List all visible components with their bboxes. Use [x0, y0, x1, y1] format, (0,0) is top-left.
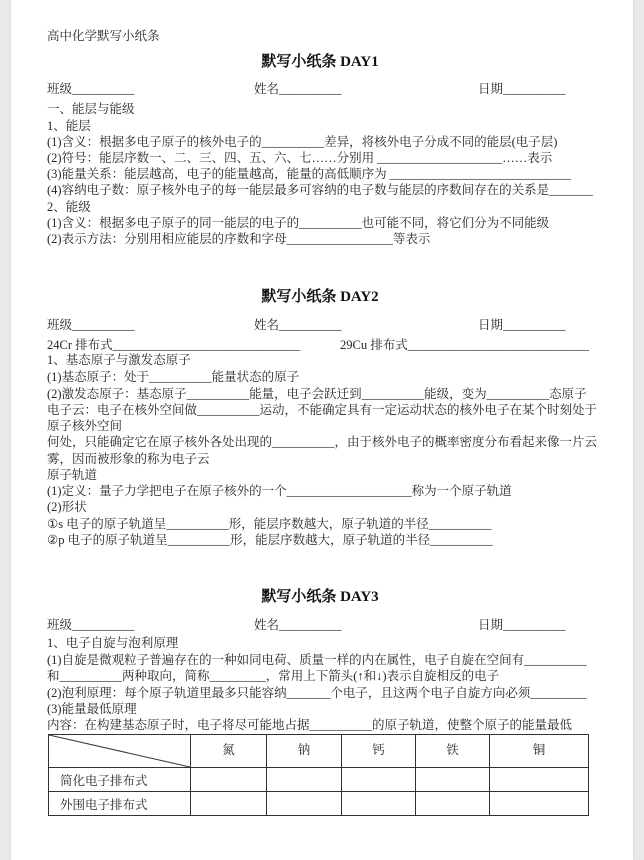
table-row — [49, 768, 589, 792]
column-header-label: 氮 — [222, 743, 235, 757]
day3-class-field: 班级__________ — [47, 618, 135, 632]
day2-question-line: (2)形状 — [47, 500, 87, 514]
column-header-sodium — [267, 735, 342, 768]
day3-question-line: 和__________两种取向，简称_________，常用上下箭头(↑和↓)表示自旋相反的电子 — [47, 669, 500, 683]
day3-title: 默写小纸条 DAY3 — [261, 589, 379, 605]
day2-cu-config-field: 29Cu 排布式_____________________________ — [340, 338, 589, 352]
answer-cell — [342, 792, 416, 816]
day1-question-line: (1)含义：根据多电子原子的同一能层的电子的__________也可能不同，将它们分为不同能级 — [47, 216, 550, 230]
day2-date-field: 日期__________ — [478, 318, 566, 332]
day3-subheading-lowest-energy: (3)能量最低原理 — [47, 702, 137, 716]
day1-question-line: (4)容纳电子数：原子核外电子的每一能层最多可容纳的电子数与能层的序数间存在的关系是_______ — [47, 183, 593, 197]
day2-question-line: 电子云：电子在核外空间做__________运动，不能确定具有一定运动状态的核外电子在某个时刻处于 — [47, 403, 598, 417]
day2-question-line: (1)基态原子：处于__________能量状态的原子 — [47, 370, 300, 384]
diagonal-line — [49, 735, 190, 767]
day1-class-field: 班级__________ — [47, 82, 135, 96]
column-header-label: 钠 — [297, 743, 311, 757]
day2-title: 默写小纸条 DAY2 — [261, 289, 379, 305]
day2-section-heading: 1、基态原子与激发态原子 — [47, 353, 191, 367]
column-header-nitrogen — [191, 735, 267, 768]
day3-name-field: 姓名__________ — [254, 618, 342, 632]
day2-question-line: ②p 电子的原子轨道呈__________形，能层序数越大，原子轨道的半径__________ — [47, 533, 493, 547]
day2-question-line: 何处，只能确定它在原子核外各处出现的__________，由于核外电子的概率密度分布看起来像一片云 — [47, 435, 598, 449]
day3-question-line: (1)自旋是微观粒子普遍存在的一种如同电荷、质量一样的内在属性，电子自旋在空间有__________ — [47, 653, 587, 667]
row-label-valence-config: 外围电子排布式 — [49, 792, 191, 816]
answer-cell — [416, 792, 490, 816]
day1-question-line: (2)表示方法：分别用相应能层的序数和字母_________________等表示 — [47, 232, 431, 246]
day1-subheading-energy-shell: 1、能层 — [47, 119, 91, 133]
answer-cell — [490, 768, 589, 792]
day1-subheading-energy-level: 2、能级 — [47, 200, 91, 214]
answer-cell — [191, 792, 267, 816]
day2-question-line: 原子核外空间 — [47, 419, 123, 433]
day1-name-field: 姓名__________ — [254, 82, 342, 96]
column-header-copper — [490, 735, 589, 768]
day2-subheading-orbital: 原子轨道 — [47, 468, 98, 482]
table-header-row — [49, 735, 589, 768]
answer-cell — [191, 768, 267, 792]
day1-date-field: 日期__________ — [478, 82, 566, 96]
day2-question-line: (2)激发态原子：基态原子__________能量，电子会跃迁到__________能级，变为__________态原子 — [47, 387, 587, 401]
document-header: 高中化学默写小纸条 — [47, 29, 160, 43]
day1-title: 默写小纸条 DAY1 — [261, 54, 379, 70]
day3-date-field: 日期__________ — [478, 618, 566, 632]
day1-section-heading: 一、能层与能级 — [47, 102, 135, 116]
day3-section-heading: 1、电子自旋与泡利原理 — [47, 636, 179, 650]
day1-question-line: (2)符号：能层序数一、二、三、四、五、六、七……分别用 ____________________……表示 — [47, 151, 553, 165]
answer-cell — [490, 792, 589, 816]
column-header-calcium — [342, 735, 416, 768]
answer-cell — [342, 768, 416, 792]
electron-config-table — [48, 734, 589, 816]
column-header-iron — [416, 735, 490, 768]
column-header-label: 钙 — [372, 743, 385, 757]
table-row — [49, 792, 589, 816]
day2-question-line: 雾，因而被形象的称为电子云 — [47, 452, 210, 466]
column-header-label: 铁 — [446, 743, 459, 757]
day2-name-field: 姓名__________ — [254, 318, 342, 332]
day2-cr-config-field: 24Cr 排布式______________________________ — [47, 338, 301, 352]
diagonal-header-cell — [49, 735, 191, 768]
answer-cell — [267, 792, 342, 816]
day2-class-field: 班级__________ — [47, 318, 135, 332]
day2-question-line: ①s 电子的原子轨道呈__________形，能层序数越大，原子轨道的半径__________ — [47, 517, 492, 531]
day3-question-line: (2)泡利原理：每个原子轨道里最多只能容纳_______个电子，且这两个电子自旋方向必须_________ — [47, 686, 587, 700]
answer-cell — [267, 768, 342, 792]
day1-question-line: (1)含义：根据多电子原子的核外电子的__________差异，将核外电子分成不同的能层(电子层) — [47, 135, 558, 149]
answer-cell — [416, 768, 490, 792]
day3-question-line: 内容：在构建基态原子时，电子将尽可能地占据__________的原子轨道，使整个原子的能量最低 — [47, 718, 573, 732]
day1-question-line: (3)能量关系：能层越高，电子的能量越高，能量的高低顺序为 _____________________________ — [47, 167, 571, 181]
column-header-label: 铜 — [532, 743, 546, 757]
day2-question-line: (1)定义：量子力学把电子在原子核外的一个____________________称为一个原子轨道 — [47, 484, 512, 498]
row-label-simplified-config: 简化电子排布式 — [49, 768, 191, 792]
